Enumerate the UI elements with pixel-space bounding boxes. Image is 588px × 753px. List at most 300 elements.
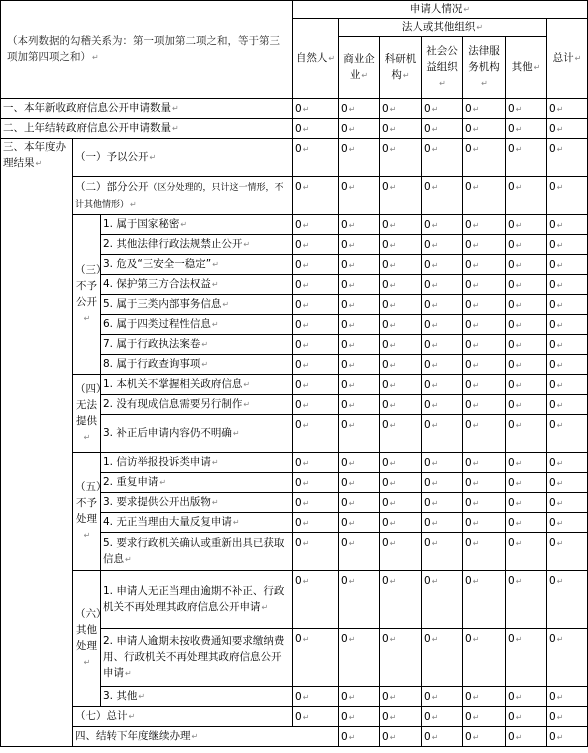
value-cell: 0↵	[463, 473, 506, 493]
paragraph-mark: ↵	[348, 125, 356, 134]
paragraph-mark: ↵	[515, 321, 523, 330]
value-cell: 0↵	[422, 571, 463, 629]
paragraph-mark: ↵	[556, 261, 564, 270]
paragraph-mark: ↵	[348, 241, 356, 250]
paragraph-mark: ↵	[389, 221, 397, 230]
row-label: 二、上年结转政府信息公开申请数量↵	[1, 119, 293, 139]
social-header: 社会公益组织↵	[422, 37, 463, 99]
value-cell: 0↵	[422, 473, 463, 493]
value-cell: 0↵	[380, 315, 422, 335]
value-cell: 0↵	[380, 119, 422, 139]
value-cell: 0↵	[293, 571, 339, 629]
value-cell: 0↵	[506, 513, 547, 533]
value-cell: 0↵	[463, 493, 506, 513]
value-cell: 0↵	[506, 415, 547, 453]
value-cell: 0↵	[339, 335, 380, 355]
value-cell: 0↵	[380, 473, 422, 493]
value-cell: 0↵	[293, 355, 339, 375]
item-label: 7. 属于行政执法案卷↵	[101, 335, 293, 355]
value-cell: 0↵	[339, 395, 380, 415]
value-cell: 0↵	[506, 235, 547, 255]
paragraph-mark: ↵	[348, 459, 356, 468]
value-cell: 0↵	[422, 375, 463, 395]
value-cell: 0↵	[293, 629, 339, 687]
paragraph-mark: ↵	[348, 341, 356, 350]
paragraph-mark: ↵	[348, 693, 356, 702]
value-cell: 0↵	[547, 315, 588, 335]
paragraph-mark: ↵	[389, 577, 397, 586]
paragraph-mark: ↵	[302, 713, 310, 722]
paragraph-mark: ↵	[472, 183, 480, 192]
value-cell: 0↵	[293, 295, 339, 315]
paragraph-mark: ↵	[389, 281, 397, 290]
paragraph-mark: ↵	[515, 105, 523, 114]
paragraph-mark: ↵	[472, 261, 480, 270]
value-cell: 0↵	[422, 255, 463, 275]
value-cell: 0↵	[547, 571, 588, 629]
value-cell: 0↵	[293, 99, 339, 119]
paragraph-mark: ↵	[402, 71, 410, 80]
paragraph-mark: ↵	[389, 261, 397, 270]
value-cell: 0↵	[422, 629, 463, 687]
paragraph-mark: ↵	[232, 429, 240, 438]
applicant-header: 申请人情况↵	[293, 1, 588, 19]
value-cell: 0↵	[380, 493, 422, 513]
paragraph-mark: ↵	[431, 145, 439, 154]
item-label: 4. 保护第三方合法权益↵	[101, 275, 293, 295]
paragraph-mark: ↵	[431, 361, 439, 370]
value-cell: 0↵	[463, 99, 506, 119]
item-label: 6. 属于四类过程性信息↵	[101, 315, 293, 335]
value-cell: 0↵	[463, 533, 506, 571]
paragraph-mark: ↵	[472, 713, 480, 722]
paragraph-mark: ↵	[302, 635, 310, 644]
value-cell: 0↵	[380, 727, 422, 747]
value-cell: 0↵	[422, 139, 463, 177]
value-cell: 0↵	[463, 571, 506, 629]
paragraph-mark: ↵	[431, 401, 439, 410]
paragraph-mark: ↵	[556, 713, 564, 722]
paragraph-mark: ↵	[431, 105, 439, 114]
item-label: 2. 申请人逾期未按收费通知要求缴纳费用、行政机关不再处理其政府信息公开申请↵	[101, 629, 293, 687]
value-cell: 0↵	[506, 375, 547, 395]
paragraph-mark: ↵	[472, 499, 480, 508]
value-cell: 0↵	[293, 687, 339, 707]
paragraph-mark: ↵	[389, 361, 397, 370]
value-cell: 0↵	[463, 215, 506, 235]
paragraph-mark: ↵	[389, 421, 397, 430]
paragraph-mark: ↵	[556, 479, 564, 488]
paragraph-mark: ↵	[211, 280, 219, 289]
value-cell: 0↵	[547, 513, 588, 533]
value-cell: 0↵	[422, 99, 463, 119]
paragraph-mark: ↵	[515, 381, 523, 390]
paragraph-mark: ↵	[431, 713, 439, 722]
value-cell: 0↵	[293, 493, 339, 513]
paragraph-mark: ↵	[191, 732, 199, 741]
paragraph-mark: ↵	[211, 498, 219, 507]
paragraph-mark: ↵	[302, 261, 310, 270]
group-label: （三）不予公开↵	[73, 215, 101, 375]
paragraph-mark: ↵	[472, 519, 480, 528]
value-cell: 0↵	[339, 177, 380, 215]
value-cell: 0↵	[463, 335, 506, 355]
paragraph-mark: ↵	[348, 261, 356, 270]
paragraph-mark: ↵	[302, 145, 310, 154]
value-cell: 0↵	[547, 177, 588, 215]
value-cell: 0↵	[380, 295, 422, 315]
paragraph-mark: ↵	[348, 577, 356, 586]
value-cell: 0↵	[380, 215, 422, 235]
value-cell: 0↵	[422, 315, 463, 335]
value-cell: 0↵	[380, 533, 422, 571]
paragraph-mark: ↵	[302, 241, 310, 250]
value-cell: 0↵	[293, 255, 339, 275]
paragraph-mark: ↵	[348, 479, 356, 488]
value-cell: 0↵	[422, 395, 463, 415]
value-cell: 0↵	[506, 119, 547, 139]
paragraph-mark: ↵	[431, 221, 439, 230]
paragraph-mark: ↵	[515, 301, 523, 310]
value-cell: 0↵	[463, 235, 506, 255]
legal-group-header: 法人或其他组织↵	[339, 19, 547, 37]
paragraph-mark: ↵	[515, 539, 523, 548]
value-cell: 0↵	[422, 355, 463, 375]
paragraph-mark: ↵	[556, 281, 564, 290]
value-cell: 0↵	[339, 533, 380, 571]
row-label: 一、本年新收政府信息公开申请数量↵	[1, 99, 293, 119]
value-cell: 0↵	[339, 493, 380, 513]
paragraph-mark: ↵	[431, 183, 439, 192]
value-cell: 0↵	[463, 315, 506, 335]
value-cell: 0↵	[547, 275, 588, 295]
paragraph-mark: ↵	[556, 635, 564, 644]
paragraph-mark: ↵	[328, 54, 336, 63]
paragraph-mark: ↵	[431, 479, 439, 488]
total-header: 总计↵	[547, 19, 588, 99]
value-cell: 0↵	[547, 629, 588, 687]
paragraph-mark: ↵	[389, 145, 397, 154]
paragraph-mark: ↵	[83, 314, 91, 323]
value-cell: 0↵	[463, 375, 506, 395]
paragraph-mark: ↵	[389, 519, 397, 528]
paragraph-mark: ↵	[472, 145, 480, 154]
value-cell: 0↵	[547, 533, 588, 571]
value-cell: 0↵	[547, 355, 588, 375]
item-label: 1. 信访举报投诉类申请↵	[101, 453, 293, 473]
paragraph-mark: ↵	[389, 539, 397, 548]
paragraph-mark: ↵	[389, 401, 397, 410]
paragraph-mark: ↵	[476, 23, 484, 32]
paragraph-mark: ↵	[389, 733, 397, 742]
value-cell: 0↵	[506, 473, 547, 493]
value-cell: 0↵	[463, 395, 506, 415]
value-cell: 0↵	[339, 255, 380, 275]
value-cell: 0↵	[547, 687, 588, 707]
paragraph-mark: ↵	[348, 519, 356, 528]
value-cell: 0↵	[422, 415, 463, 453]
item-label: 1. 本机关不掌握相关政府信息↵	[101, 375, 293, 395]
paragraph-mark: ↵	[431, 301, 439, 310]
row-label: （七）总计↵	[73, 707, 293, 727]
value-cell: 0↵	[380, 395, 422, 415]
value-cell: 0↵	[463, 295, 506, 315]
paragraph-mark: ↵	[180, 220, 188, 229]
natural-person-header: 自然人↵	[293, 19, 339, 99]
paragraph-mark: ↵	[515, 421, 523, 430]
row-label: （一）予以公开↵	[73, 139, 293, 177]
paragraph-mark: ↵	[515, 479, 523, 488]
paragraph-mark: ↵	[472, 733, 480, 742]
value-cell: 0↵	[380, 687, 422, 707]
item-label: 5. 属于三类内部事务信息↵	[101, 295, 293, 315]
value-cell: 0↵	[463, 139, 506, 177]
value-cell: 0↵	[547, 215, 588, 235]
value-cell: 0↵	[380, 453, 422, 473]
value-cell: 0↵	[339, 99, 380, 119]
paragraph-mark: ↵	[556, 183, 564, 192]
value-cell: 0↵	[506, 571, 547, 629]
paragraph-mark: ↵	[302, 499, 310, 508]
value-cell: 0↵	[339, 513, 380, 533]
paragraph-mark: ↵	[125, 669, 132, 678]
paragraph-mark: ↵	[172, 124, 179, 133]
paragraph-mark: ↵	[463, 5, 471, 14]
paragraph-mark: ↵	[389, 125, 397, 134]
paragraph-mark: ↵	[302, 693, 310, 702]
paragraph-mark: ↵	[431, 421, 439, 430]
paragraph-mark: ↵	[515, 261, 523, 270]
paragraph-mark: ↵	[472, 693, 480, 702]
value-cell: 0↵	[506, 395, 547, 415]
paragraph-mark: ↵	[556, 125, 564, 134]
value-cell: 0↵	[293, 275, 339, 295]
value-cell: 0↵	[547, 119, 588, 139]
value-cell: 0↵	[547, 727, 588, 747]
paragraph-mark: ↵	[431, 539, 439, 548]
paragraph-mark: ↵	[302, 401, 310, 410]
paragraph-mark: ↵	[348, 183, 356, 192]
paragraph-mark: ↵	[348, 499, 356, 508]
value-cell: 0↵	[293, 453, 339, 473]
paragraph-mark: ↵	[515, 693, 523, 702]
value-cell: 0↵	[380, 177, 422, 215]
paragraph-mark: ↵	[348, 733, 356, 742]
value-cell: 0↵	[339, 275, 380, 295]
value-cell: 0↵	[380, 375, 422, 395]
paragraph-mark: ↵	[389, 381, 397, 390]
paragraph-mark: ↵	[302, 361, 310, 370]
paragraph-mark: ↵	[138, 692, 146, 701]
paragraph-mark: ↵	[556, 321, 564, 330]
paragraph-mark: ↵	[348, 321, 356, 330]
value-cell: 0↵	[380, 415, 422, 453]
value-cell: 0↵	[380, 629, 422, 687]
item-label: 4. 无正当理由大量反复申请↵	[101, 513, 293, 533]
value-cell: 0↵	[293, 533, 339, 571]
value-cell: 0↵	[339, 235, 380, 255]
partial-label: （二）部分公开	[75, 180, 149, 193]
value-cell: 0↵	[422, 275, 463, 295]
value-cell: 0↵	[380, 99, 422, 119]
paragraph-mark: ↵	[431, 635, 439, 644]
value-cell: 0↵	[506, 453, 547, 473]
paragraph-mark: ↵	[515, 125, 523, 134]
value-cell: 0↵	[463, 707, 506, 727]
paragraph-mark: ↵	[302, 539, 310, 548]
paragraph-mark: ↵	[556, 381, 564, 390]
value-cell: 0↵	[339, 571, 380, 629]
value-cell: 0↵	[463, 415, 506, 453]
paragraph-mark: ↵	[431, 577, 439, 586]
paragraph-mark: ↵	[243, 240, 251, 249]
paragraph-mark: ↵	[348, 301, 356, 310]
value-cell: 0↵	[422, 687, 463, 707]
row-label	[73, 177, 293, 215]
value-cell: 0↵	[506, 315, 547, 335]
value-cell: 0↵	[422, 533, 463, 571]
value-cell: 0↵	[339, 629, 380, 687]
paragraph-mark: ↵	[472, 321, 480, 330]
value-cell: 0↵	[339, 415, 380, 453]
paragraph-mark: ↵	[211, 458, 219, 467]
value-cell: 0↵	[339, 119, 380, 139]
value-cell: 0↵	[547, 335, 588, 355]
paragraph-mark: ↵	[431, 341, 439, 350]
value-cell: 0↵	[293, 235, 339, 255]
paragraph-mark: ↵	[361, 71, 369, 80]
value-cell: 0↵	[463, 687, 506, 707]
paragraph-mark: ↵	[556, 421, 564, 430]
value-cell: 0↵	[422, 235, 463, 255]
value-cell: 0↵	[422, 177, 463, 215]
paragraph-mark: ↵	[515, 499, 523, 508]
value-cell: 0↵	[547, 453, 588, 473]
value-cell: 0↵	[547, 395, 588, 415]
paragraph-mark: ↵	[472, 361, 480, 370]
value-cell: 0↵	[506, 629, 547, 687]
paragraph-mark: ↵	[389, 459, 397, 468]
paragraph-mark: ↵	[556, 361, 564, 370]
value-cell: 0↵	[506, 533, 547, 571]
value-cell: 0↵	[547, 375, 588, 395]
paragraph-mark: ↵	[481, 79, 488, 88]
paragraph-mark: ↵	[515, 519, 523, 528]
value-cell: 0↵	[422, 727, 463, 747]
value-cell: 0↵	[339, 295, 380, 315]
paragraph-mark: ↵	[515, 577, 523, 586]
value-cell: 0↵	[506, 687, 547, 707]
paragraph-mark: ↵	[439, 79, 446, 88]
paragraph-mark: ↵	[556, 499, 564, 508]
paragraph-mark: ↵	[431, 733, 439, 742]
group-label: （五）不予处理↵	[73, 453, 101, 571]
paragraph-mark: ↵	[149, 153, 157, 162]
item-label: 2. 其他法律行政法规禁止公开↵	[101, 235, 293, 255]
value-cell: 0↵	[506, 295, 547, 315]
paragraph-mark: ↵	[348, 421, 356, 430]
value-cell: 0↵	[547, 255, 588, 275]
value-cell: 0↵	[547, 139, 588, 177]
paragraph-mark: ↵	[515, 281, 523, 290]
paragraph-mark: ↵	[515, 635, 523, 644]
paragraph-mark: ↵	[431, 321, 439, 330]
value-cell: 0↵	[422, 513, 463, 533]
research-header: 科研机构↵	[380, 37, 422, 99]
paragraph-mark: ↵	[472, 421, 480, 430]
paragraph-mark: ↵	[472, 539, 480, 548]
paragraph-mark: ↵	[348, 281, 356, 290]
value-cell: 0↵	[422, 119, 463, 139]
paragraph-mark: ↵	[389, 635, 397, 644]
value-cell: 0↵	[422, 335, 463, 355]
paragraph-mark: ↵	[212, 260, 219, 269]
table-note: （本列数据的勾稽关系为：第一项加第二项之和，等于第三项加第四项之和）↵	[1, 1, 293, 99]
paragraph-mark: ↵	[472, 479, 480, 488]
value-cell: 0↵	[380, 139, 422, 177]
value-cell: 0↵	[547, 99, 588, 119]
value-cell: 0↵	[380, 275, 422, 295]
value-cell: 0↵	[547, 493, 588, 513]
value-cell: 0↵	[293, 707, 339, 727]
paragraph-mark: ↵	[348, 361, 356, 370]
value-cell: 0↵	[380, 513, 422, 533]
value-cell: 0↵	[339, 355, 380, 375]
paragraph-mark: ↵	[431, 261, 439, 270]
paragraph-mark: ↵	[302, 301, 310, 310]
value-cell: 0↵	[380, 235, 422, 255]
item-label: 2. 没有现成信息需要另行制作↵	[101, 395, 293, 415]
paragraph-mark: ↵	[130, 199, 137, 209]
value-cell: 0↵	[547, 235, 588, 255]
value-cell: 0↵	[547, 295, 588, 315]
value-cell: 0↵	[422, 707, 463, 727]
paragraph-mark: ↵	[472, 401, 480, 410]
value-cell: 0↵	[293, 415, 339, 453]
paragraph-mark: ↵	[431, 459, 439, 468]
value-cell: 0↵	[506, 255, 547, 275]
value-cell: 0↵	[293, 315, 339, 335]
paragraph-mark: ↵	[389, 105, 397, 114]
paragraph-mark: ↵	[574, 54, 582, 63]
paragraph-mark: ↵	[472, 105, 480, 114]
value-cell: 0↵	[339, 727, 380, 747]
value-cell: 0↵	[380, 571, 422, 629]
other-header: 其他↵	[506, 37, 547, 99]
paragraph-mark: ↵	[348, 105, 356, 114]
paragraph-mark: ↵	[556, 341, 564, 350]
paragraph-mark: ↵	[556, 145, 564, 154]
value-cell: 0↵	[463, 255, 506, 275]
paragraph-mark: ↵	[348, 221, 356, 230]
value-cell: 0↵	[463, 453, 506, 473]
value-cell: 0↵	[463, 119, 506, 139]
paragraph-mark: ↵	[472, 281, 480, 290]
paragraph-mark: ↵	[302, 221, 310, 230]
paragraph-mark: ↵	[472, 221, 480, 230]
item-label: 8. 属于行政查询事项↵	[101, 355, 293, 375]
paragraph-mark: ↵	[348, 539, 356, 548]
value-cell: 0↵	[506, 177, 547, 215]
paragraph-mark: ↵	[556, 241, 564, 250]
paragraph-mark: ↵	[431, 241, 439, 250]
value-cell: 0↵	[463, 275, 506, 295]
paragraph-mark: ↵	[556, 577, 564, 586]
paragraph-mark: ↵	[159, 478, 167, 487]
value-cell: 0↵	[506, 139, 547, 177]
paragraph-mark: ↵	[201, 360, 209, 369]
paragraph-mark: ↵	[261, 603, 269, 612]
